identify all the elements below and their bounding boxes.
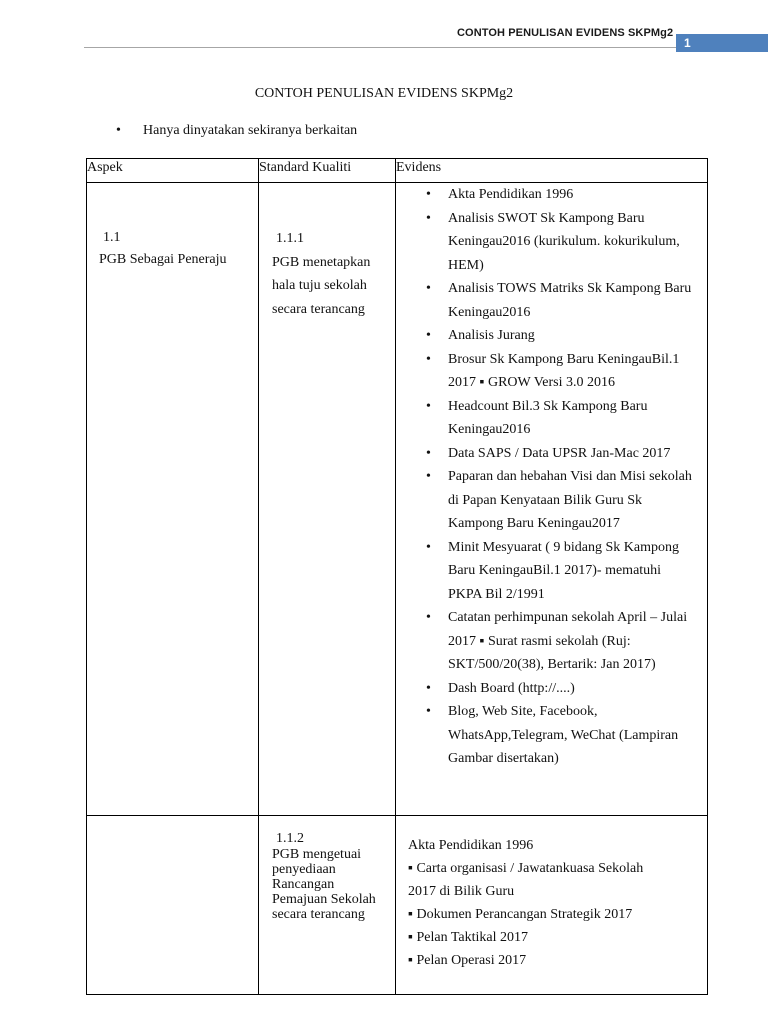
evidens-item [396, 700, 703, 771]
evidens-item-line: Gambar disertakan) [448, 751, 559, 766]
aspek-label: PGB Sebagai Peneraju [99, 252, 227, 267]
document-title: CONTOH PENULISAN EVIDENS SKPMg2 [254, 86, 514, 101]
evidens-item-line: • Analisis Jurang [448, 328, 535, 343]
standard-number: 1.1.2 [276, 831, 304, 846]
evidens-item [396, 207, 703, 278]
evidens-item [396, 395, 703, 442]
evidens-item-line: • Headcount Bil.3 Sk Kampong Baru [448, 398, 648, 414]
standard-cell [259, 816, 396, 995]
evidens-item [396, 348, 703, 395]
evidens-item [396, 277, 703, 324]
standard-line: PGB mengetuai [272, 847, 362, 862]
evidens-item-line: 2017 ▪ Surat rasmi sekolah (Ruj: [448, 633, 631, 649]
header-aspek: Aspek [87, 159, 259, 183]
evidens-item [396, 324, 703, 348]
aspek-cell [87, 183, 259, 816]
evidens-item-line: • Data SAPS / Data UPSR Jan-Mac 2017 [448, 445, 671, 461]
standard-line: secara terancang [272, 907, 365, 922]
evidens-line: 2017 di Bilik Guru [408, 884, 515, 899]
evidens-item-line: 2017 ▪ GROW Versi 3.0 2016 [448, 375, 616, 390]
evidens-list [396, 183, 703, 771]
evidens-item [396, 536, 703, 607]
standard-cell [259, 183, 396, 816]
evidens-item-line: Keningau2016 [448, 422, 531, 437]
evidens-item-line: • Dash Board (http://....) [448, 680, 575, 696]
standard-number: 1.1.1 [276, 231, 304, 246]
evidens-item-line: Kampong Baru Keningau2017 [448, 516, 620, 531]
evidens-item-line: WhatsApp,Telegram, WeChat (Lampiran [448, 727, 679, 743]
evidens-item-line: PKPA Bil 2/1991 [448, 586, 545, 602]
aspek-number: 1.1 [103, 230, 121, 245]
aspek-cell-empty [87, 816, 259, 995]
evidens-item-line: • Paparan dan hebahan Visi dan Misi sekolah [448, 469, 692, 484]
evidens-item [396, 606, 703, 677]
evidens-line: Akta Pendidikan 1996 [408, 838, 534, 853]
standard-line: hala tuju sekolah [272, 278, 367, 293]
standard-line: Pemajuan Sekolah [272, 892, 376, 907]
evidens-cell [396, 183, 708, 816]
evidens-cell [396, 816, 708, 995]
evidens-item-line: • Blog, Web Site, Facebook, [448, 704, 598, 719]
intro-bullet-text: Hanya dinyatakan sekiranya berkaitan [143, 123, 358, 138]
evidens-item-line: di Papan Kenyataan Bilik Guru Sk [448, 492, 643, 508]
evidens-item [396, 442, 703, 466]
bullet-icon: • [116, 123, 121, 138]
evidens-item [396, 183, 703, 207]
evidens-line: ▪ Pelan Taktikal 2017 [408, 930, 528, 945]
header-standard-kualiti: Standard Kualiti [259, 159, 396, 183]
standard-line: secara terancang [272, 301, 365, 317]
evidens-item-line: Keningau2016 (kurikulum. kokurikulum, [448, 234, 680, 249]
standard-line: penyediaan [272, 862, 336, 877]
standard-line: PGB menetapkan [272, 254, 371, 270]
evidence-table [86, 158, 708, 995]
table-row [87, 816, 708, 995]
evidens-item [396, 465, 703, 536]
evidens-item-line: • Analisis SWOT Sk Kampong Baru [448, 210, 645, 226]
evidens-item-line: • Brosur Sk Kampong Baru KeningauBil.1 [448, 351, 680, 367]
table-row [87, 183, 708, 816]
evidens-line: ▪ Dokumen Perancangan Strategik 2017 [408, 907, 633, 922]
page-number-badge: 1 [676, 34, 768, 52]
evidens-item-line: • Analisis TOWS Matriks Sk Kampong Baru [448, 281, 692, 296]
evidens-item-line: • Akta Pendidikan 1996 [448, 187, 574, 202]
evidens-line: ▪ Carta organisasi / Jawatankuasa Sekolah [408, 861, 644, 876]
evidens-item-line: Keningau2016 [448, 304, 531, 320]
evidens-item-line: SKT/500/20(38), Bertarik: Jan 2017) [448, 657, 656, 672]
evidens-item-line: • Minit Mesyuarat ( 9 bidang Sk Kampong [448, 539, 679, 555]
standard-line: Rancangan [272, 877, 335, 892]
evidens-line: ▪ Pelan Operasi 2017 [408, 953, 527, 968]
header-evidens: Evidens [396, 159, 708, 183]
header-rule [84, 47, 676, 48]
evidens-item [396, 677, 703, 701]
evidens-item-line: • Catatan perhimpunan sekolah April – Julai [448, 610, 688, 625]
table-header-row [87, 159, 708, 183]
running-header-title: CONTOH PENULISAN EVIDENS SKPMg2 [457, 27, 674, 39]
evidens-item-line: Baru KeningauBil.1 2017)- mematuhi [448, 563, 662, 578]
intro-bullet [116, 123, 358, 139]
evidens-item-line: HEM) [448, 257, 484, 273]
